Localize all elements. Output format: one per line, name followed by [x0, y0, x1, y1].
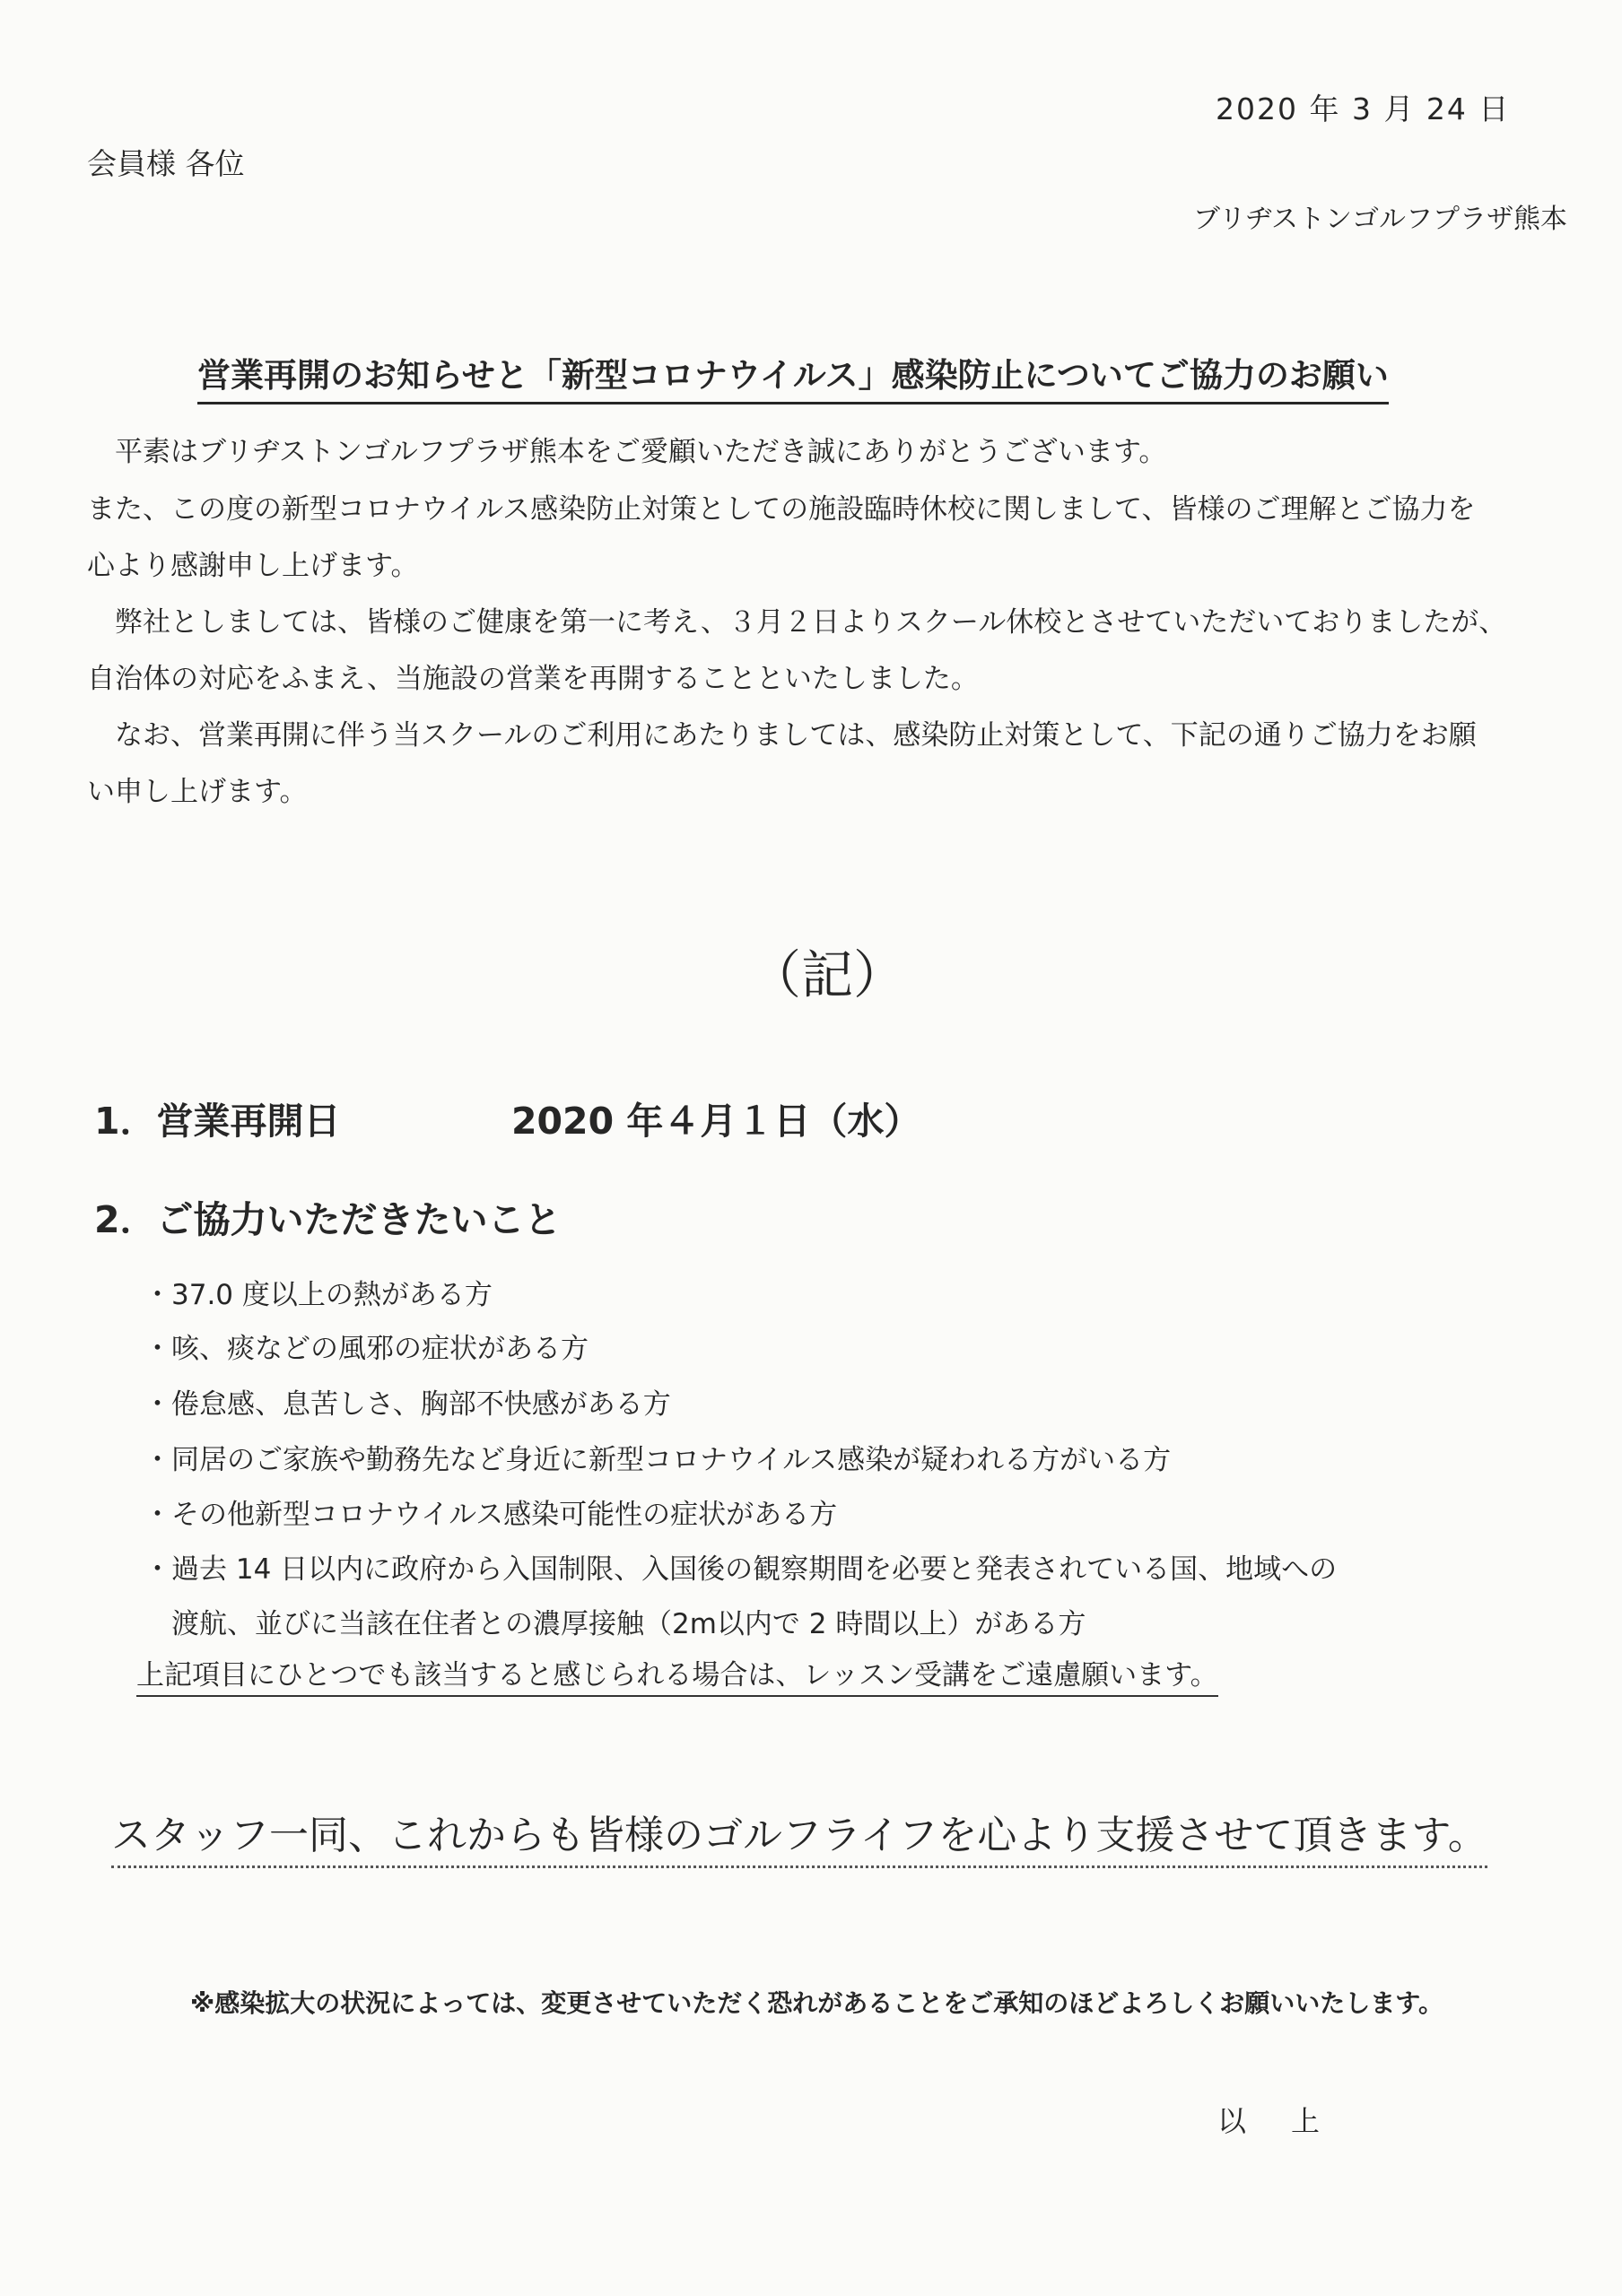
closing-mark: 以上 — [1217, 2104, 1365, 2138]
staff-message: スタッフ一同、これからも皆様のゴルフライフを心より支援させて頂きます。 — [111, 1803, 1487, 1868]
sender: ブリヂストンゴルフプラザ熊本 — [1193, 204, 1567, 235]
caution-note: ※感染拡大の状況によっては、変更させていただく恐れがあることをご承知のほどよろしくお願いいたします。 — [190, 1988, 1443, 2018]
list-item: 渡航、並びに当該在住者との濃厚接触（2m以内で 2 時間以上）がある方 — [144, 1608, 1086, 1640]
list-item: ・過去 14 日以内に政府から入国制限、入国後の観察期間を必要と発表されている国、地域への — [144, 1553, 1338, 1586]
body-line: なお、営業再開に伴う当スクールのご利用にあたりましては、感染防止対策として、下記の通りご協力をお願 — [87, 719, 1477, 752]
list-item: ・その他新型コロナウイルス感染可能性の症状がある方 — [144, 1499, 838, 1531]
section-1-label: 1．営業再開日 — [94, 1100, 341, 1143]
recipient: 会員様 各位 — [87, 146, 245, 181]
body-line: 自治体の対応をふまえ、当施設の営業を再開することといたしました。 — [87, 663, 979, 695]
ki-heading: （記） — [749, 944, 906, 1005]
list-item: ・倦怠感、息苦しさ、胸部不快感がある方 — [144, 1388, 671, 1421]
body-line: 心より感謝申し上げます。 — [87, 550, 419, 582]
section-2-label: 2．ご協力いただきたいこと — [94, 1198, 562, 1241]
body-line: 平素はブリヂストンゴルフプラザ熊本をご愛顧いただき誠にありがとうございます。 — [87, 436, 1167, 468]
body-line: また、この度の新型コロナウイルス感染防止対策としての施設臨時休校に関しまして、皆様のご理解とご協力を — [87, 493, 1476, 526]
list-item: ・同居のご家族や勤務先など身近に新型コロナウイルス感染が疑われる方がいる方 — [144, 1444, 1172, 1476]
body-line: 弊社としましては、皆様のご健康を第一に考え、３月２日よりスクール休校とさせていただいておりましたが、 — [87, 606, 1507, 639]
body-line: い申し上げます。 — [87, 776, 308, 808]
document-title: 営業再開のお知らせと「新型コロナウイルス」感染防止についてご協力のお願い — [197, 348, 1389, 404]
reopen-date: 2020 年４月１日（水） — [511, 1100, 921, 1143]
list-item: ・37.0 度以上の熱がある方 — [144, 1279, 493, 1311]
list-item: ・咳、痰などの風邪の症状がある方 — [144, 1333, 589, 1365]
document-date: 2020 年 3 月 24 日 — [1216, 91, 1511, 126]
underlined-note: 上記項目にひとつでも該当すると感じられる場合は、レッスン受講をご遠慮願います。 — [136, 1652, 1218, 1697]
